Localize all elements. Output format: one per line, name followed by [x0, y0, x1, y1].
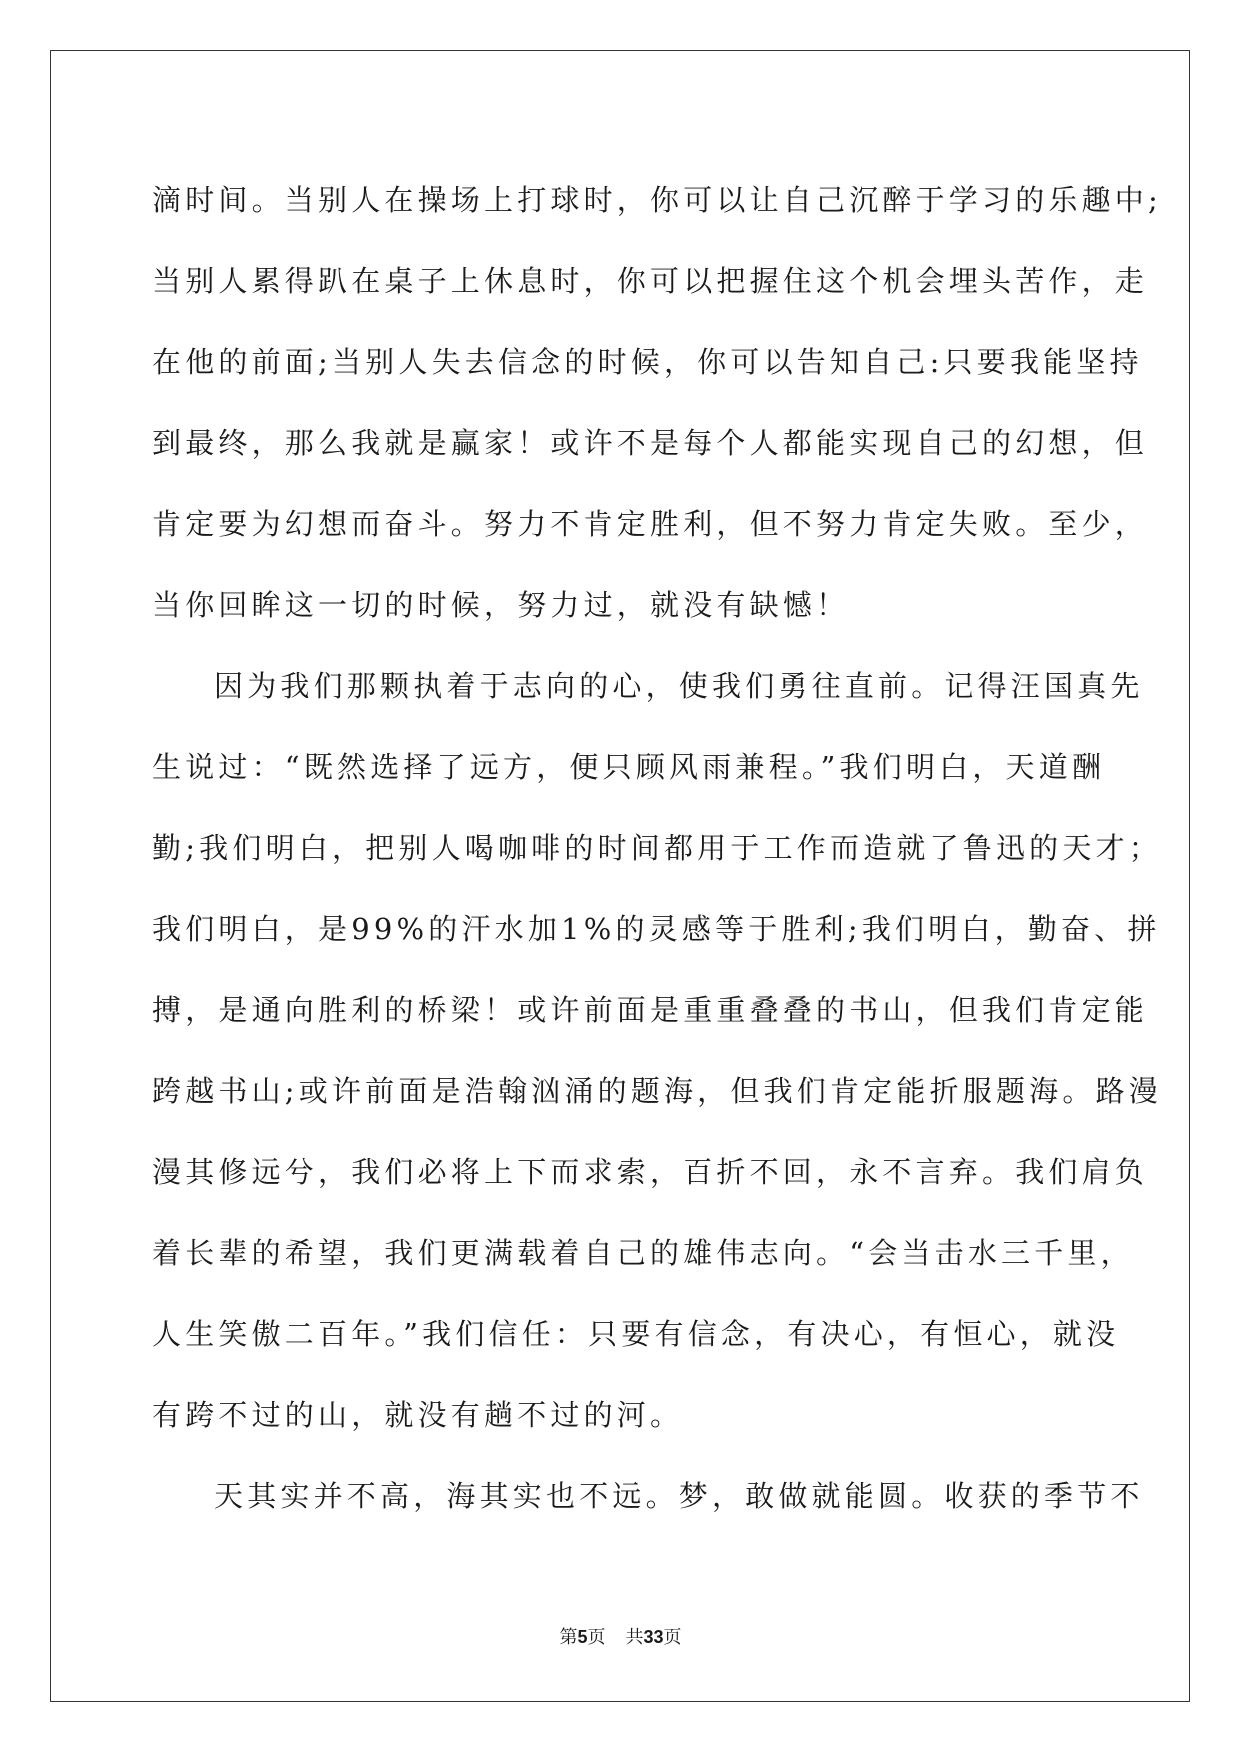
text-line: 在他的前面;当别人失去信念的时候，你可以告知自己:只要我能坚持: [152, 345, 1143, 379]
page-footer: [0, 1625, 1241, 1650]
text-line: 有跨不过的山，就没有趟不过的河。: [152, 1398, 684, 1432]
text-line: 肯定要为幻想而奋斗。努力不肯定胜利，但不努力肯定失败。至少，: [152, 507, 1149, 541]
text-line: 天其实并不高，海其实也不远。梦，敢做就能圆。收获的季节不: [214, 1479, 1144, 1513]
footer-page-suffix: 页: [587, 1627, 606, 1648]
text-line: 因为我们那颗执着于志向的心，使我们勇往直前。记得汪国真先: [214, 669, 1144, 703]
paragraph-1: [152, 160, 1162, 646]
text-line: 人生笑傲二百年。”我们信任：只要有信念，有决心，有恒心，就没: [152, 1317, 1120, 1351]
text-line: 着长辈的希望，我们更满载着自己的雄伟志向。“会当击水三千里，: [152, 1236, 1134, 1270]
text-line: 当别人累得趴在桌子上休息时，你可以把握住这个机会埋头苦作，走: [152, 264, 1149, 298]
text-line: 到最终，那么我就是赢家！或许不是每个人都能实现自己的幻想，但: [152, 426, 1149, 460]
text-line: 当你回眸这一切的时候，努力过，就没有缺憾！: [152, 588, 850, 622]
paragraph-3: [152, 1456, 1144, 1537]
paragraph-2: [152, 646, 1162, 1456]
text-line: 生说过：“既然选择了远方，便只顾风雨兼程。”我们明白，天道酬: [152, 750, 1106, 784]
text-line: 跨越书山;或许前面是浩翰汹涌的题海，但我们肯定能折服题海。路漫: [152, 1074, 1162, 1108]
document-body: [152, 160, 1162, 1537]
text-line: 滴时间。当别人在操场上打球时，你可以让自己沉醉于学习的乐趣中;: [152, 183, 1162, 217]
total-pages-number: 33: [643, 1627, 664, 1647]
text-line: 搏，是通向胜利的桥梁！或许前面是重重叠叠的书山，但我们肯定能: [152, 993, 1149, 1027]
current-page-number: 5: [577, 1627, 588, 1647]
footer-total-prefix: 共: [625, 1627, 644, 1648]
footer-prefix: 第: [559, 1627, 578, 1648]
footer-total-suffix: 页: [663, 1627, 682, 1648]
text-line: 漫其修远兮，我们必将上下而求索，百折不回，永不言弃。我们肩负: [152, 1155, 1149, 1189]
text-line: 勤;我们明白，把别人喝咖啡的时间都用于工作而造就了鲁迅的天才；: [152, 831, 1162, 865]
text-line: 我们明白，是99%的汗水加1%的灵感等于胜利;我们明白，勤奋、拼: [152, 912, 1161, 946]
